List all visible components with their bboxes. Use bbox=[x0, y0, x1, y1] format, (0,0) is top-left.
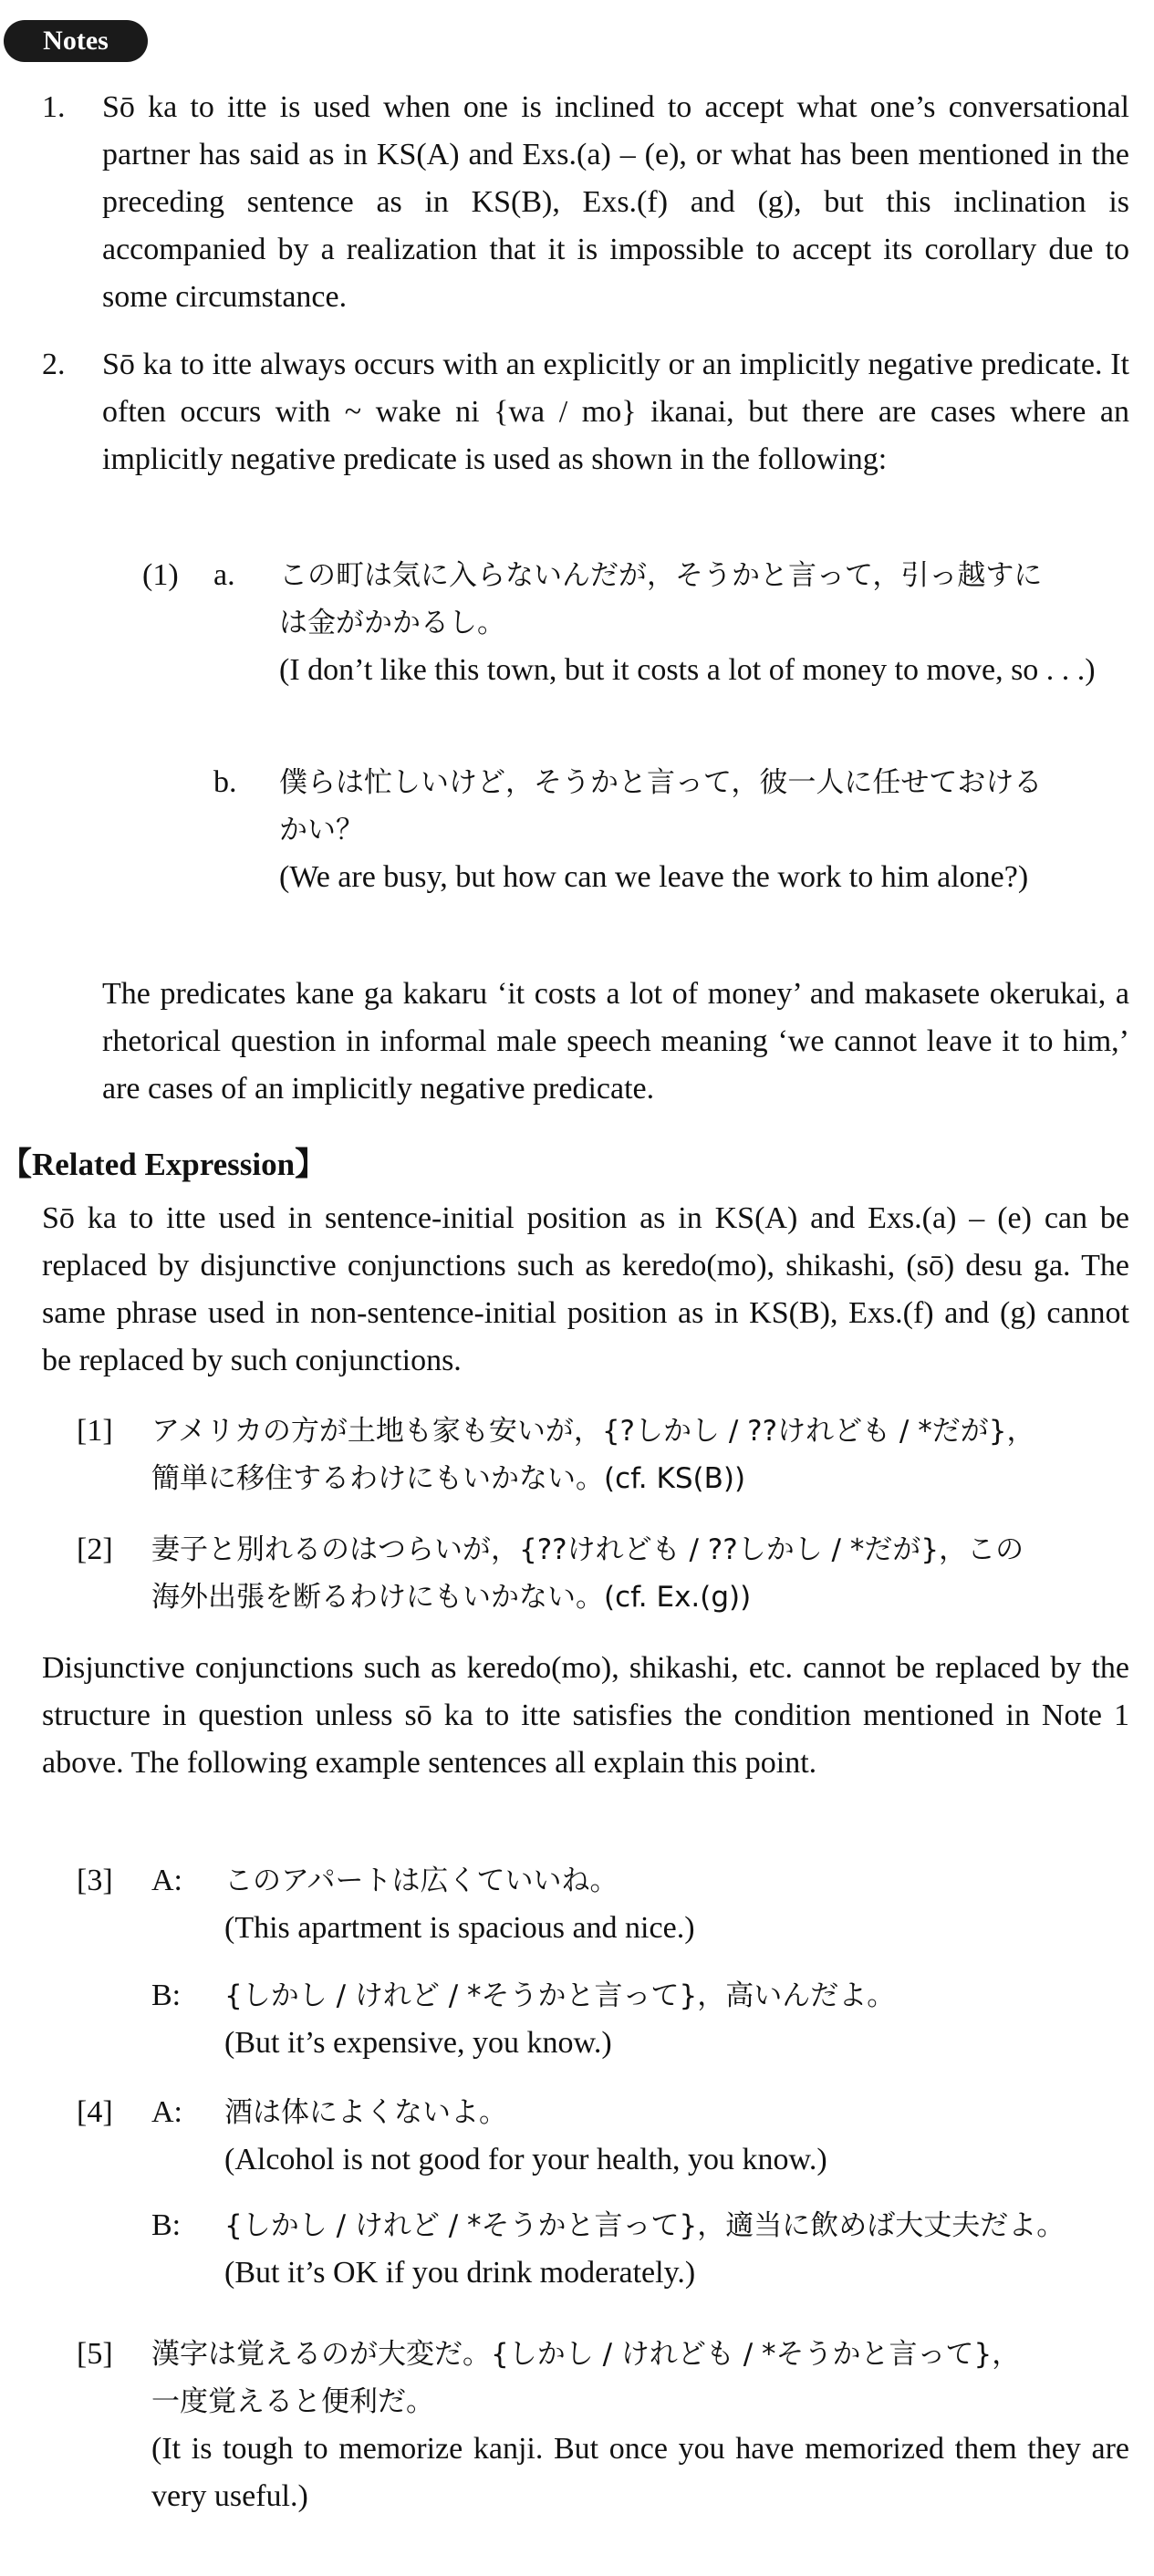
example-label-a: a. bbox=[213, 558, 235, 592]
english-translation: (We are busy, but how can we leave the work to him alone?) bbox=[279, 860, 1029, 894]
japanese-sentence: 妻子と別れるのはつらいが，{??けれども / ??しかし / *だが}，この bbox=[151, 1533, 1024, 1566]
note-1-text: Sō ka to itte is used when one is inclined to accept what one’s conversational partner has said as in KS(A) and Exs.(a) – (e), or what has been mentioned in the preceding sentence as in KS(B), Exs.(f) and (g), but this inclination is accompanied by a realization that it is impossible to accept its corollary due to some circumstance. bbox=[102, 90, 1129, 314]
speaker-a-label: A: bbox=[151, 2095, 182, 2129]
japanese-sentence: は金がかかるし。 bbox=[279, 607, 505, 639]
japanese-sentence: 酒は体によくないよ。 bbox=[224, 2096, 507, 2129]
example-number: [4] bbox=[77, 2095, 113, 2129]
japanese-sentence: {しかし / けれど / *そうかと言って}，高いんだよ。 bbox=[224, 1979, 896, 2012]
speaker-b-label: B: bbox=[151, 2208, 182, 2242]
speaker-a-label: A: bbox=[151, 1864, 182, 1897]
japanese-sentence: かい？ bbox=[279, 814, 364, 847]
speaker-b-label: B: bbox=[151, 1979, 182, 2012]
english-translation: (It is tough to memorize kanji. But once you have memorized them they are very useful.) bbox=[151, 2432, 1129, 2513]
japanese-sentence: このアパートは広くていいね。 bbox=[224, 1864, 619, 1897]
japanese-sentence: 漢字は覚えるのが大変だ。{しかし / けれども / *そうかと言って}， bbox=[151, 2338, 1021, 2371]
example-number: [1] bbox=[77, 1414, 113, 1448]
english-translation: (This apartment is spacious and nice.) bbox=[224, 1911, 695, 1945]
japanese-sentence: 簡単に移住するわけにもいかない。(cf. KS(B)) bbox=[151, 1462, 746, 1495]
example-number: [2] bbox=[77, 1532, 113, 1566]
japanese-sentence: {しかし / けれど / *そうかと言って}，適当に飲めば大丈夫だよ。 bbox=[224, 2209, 1066, 2242]
predicates-paragraph: The predicates kane ga kakaru ‘it costs a lot of money’ and makasete okerukai, a rhetorical question in informal male speech meaning ‘we cannot leave it to him,’ are cases of an implicitly negative predicate. bbox=[102, 977, 1129, 1106]
japanese-sentence: 海外出張を断るわけにもいかない。(cf. Ex.(g)) bbox=[151, 1581, 752, 1614]
example-number: [5] bbox=[77, 2337, 113, 2371]
japanese-sentence: 一度覚えると便利だ。 bbox=[151, 2385, 434, 2418]
japanese-sentence: この町は気に入らないんだが，そうかと言って，引っ越すに bbox=[279, 559, 1043, 592]
japanese-sentence: 僕らは忙しいけど，そうかと言って，彼一人に任せておける bbox=[279, 766, 1043, 799]
related-paragraph-1: Sō ka to itte used in sentence-initial position as in KS(A) and Exs.(a) – (e) can be replaced by disjunctive conjunctions such as keredo(mo), shikashi, (sō) desu ga. The same phrase used in non-sentence-initial position as in KS(B), Exs.(f) and (g) cannot be replaced by such conjunctions. bbox=[42, 1201, 1129, 1377]
related-paragraph-2: Disjunctive conjunctions such as keredo(mo), shikashi, etc. cannot be replaced by the structure in question unless sō ka to itte satisfies the condition mentioned in Note 1 above. The following example sentences all explain this point. bbox=[42, 1651, 1129, 1780]
example-label-b: b. bbox=[213, 765, 237, 799]
japanese-sentence: アメリカの方が土地も家も安いが，{?しかし / ??けれども / *だが}， bbox=[151, 1415, 1035, 1448]
notes-badge: Notes bbox=[4, 20, 148, 62]
english-translation: (But it’s OK if you drink moderately.) bbox=[224, 2256, 696, 2290]
note-number: 2. bbox=[42, 348, 66, 381]
example-number: (1) bbox=[142, 558, 179, 592]
english-translation: (I don’t like this town, but it costs a lot of money to move, so . . .) bbox=[279, 653, 1096, 687]
example-number: [3] bbox=[77, 1864, 113, 1897]
note-2-text: Sō ka to itte always occurs with an explicitly or an implicitly negative predicate. It often occurs with ~ wake ni {wa / mo} ikanai, but there are cases where an implicitly negative predicate is used as shown in the following: bbox=[102, 348, 1129, 476]
english-translation: (Alcohol is not good for your health, you know.) bbox=[224, 2143, 827, 2176]
english-translation: (But it’s expensive, you know.) bbox=[224, 2026, 612, 2060]
related-expression-heading: 【Related Expression】 bbox=[0, 1147, 327, 1182]
note-number: 1. bbox=[42, 90, 66, 124]
